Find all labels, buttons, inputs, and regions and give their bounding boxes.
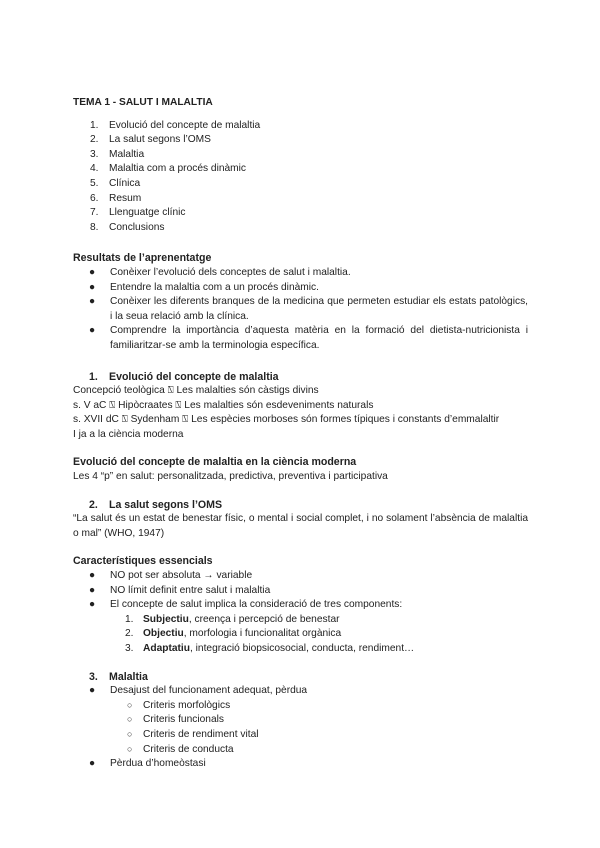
section-1-heading: [73, 370, 528, 385]
toc-text: Malaltia com a procés dinàmic: [109, 163, 247, 175]
characteristics-heading: Característiques essencials: [73, 555, 213, 568]
list-item: [73, 281, 528, 296]
circle-bullet-icon: ○: [127, 743, 133, 754]
paragraph-line: s. XVII dC ⍂ Sydenham ⍂ Les espècies morboses són formes típiques i constants d’emmalaltir: [73, 414, 500, 426]
criteria-item: [73, 743, 528, 758]
list-item: [73, 598, 528, 613]
list-item-text: Desajust del funcionament adequat, pèrdua: [110, 685, 308, 697]
list-item-text: El concepte de salut implica la consideració de tres components:: [110, 599, 403, 611]
bullet-icon: ●: [89, 296, 96, 308]
list-item: [73, 584, 528, 599]
components-list: [73, 613, 528, 657]
toc-item: [73, 177, 528, 192]
circle-bullet-icon: ○: [127, 714, 133, 725]
paragraph-line: I ja a la ciència moderna: [73, 428, 184, 440]
component-term: Objectiu: [143, 628, 184, 640]
section-title: La salut segons l’OMS: [109, 498, 223, 511]
modern-science-heading: Evolució del concepte de malaltia en la ciència moderna: [73, 456, 357, 469]
circle-bullet-icon: ○: [127, 699, 133, 710]
disease-list: [73, 684, 528, 699]
toc-number: 3.: [90, 148, 99, 160]
component-desc: , morfologia i funcionalitat orgànica: [183, 628, 342, 640]
bullet-icon: ●: [89, 758, 96, 770]
section-number: 2.: [89, 498, 98, 511]
bullet-icon: ●: [89, 266, 96, 278]
component-term: Adaptatiu: [143, 643, 190, 654]
toc-text: Conclusions: [109, 221, 165, 233]
list-item: [73, 266, 528, 281]
criteria-text: Criteris morfològics: [143, 699, 231, 711]
disease-list-continued: [73, 757, 528, 772]
list-item: [73, 569, 528, 584]
toc-text: Malaltia: [109, 148, 145, 160]
component-number: 2.: [125, 628, 134, 640]
toc-text: Llenguatge clínic: [109, 207, 186, 219]
bullet-icon: ●: [89, 685, 96, 697]
section-number: 3.: [89, 670, 98, 683]
section-2-heading: [73, 498, 528, 513]
toc-text: La salut segons l’OMS: [109, 134, 211, 146]
document-title: TEMA 1 - SALUT I MALALTIA: [73, 97, 213, 108]
component-item: [73, 642, 528, 657]
circle-bullet-icon: ○: [127, 728, 133, 739]
section-3-heading: [73, 670, 528, 685]
criteria-text: Criteris de conducta: [143, 743, 234, 755]
paragraph-line: s. V aC ⍂ Hipòcraates ⍂ Les malalties són esdeveniments naturals: [73, 399, 374, 411]
list-item: [73, 684, 528, 699]
section-number: 1.: [89, 370, 98, 383]
criteria-text: Criteris funcionals: [143, 714, 224, 726]
toc-text: Clínica: [109, 177, 141, 189]
component-desc: , creença i percepció de benestar: [188, 613, 340, 625]
learning-outcomes-list: [73, 266, 528, 354]
list-item-text: NO pot ser absoluta → variable: [110, 570, 253, 582]
paragraph-line: Les 4 “p” en salut: personalitzada, predictiva, preventiva i participativa: [73, 471, 388, 483]
characteristics-list: [73, 569, 528, 613]
bullet-icon: ●: [89, 599, 96, 611]
bullet-icon: ●: [89, 325, 96, 337]
toc-text: Resum: [109, 192, 142, 204]
component-item: [73, 627, 528, 642]
toc-number: 7.: [90, 207, 99, 219]
toc-item: [73, 206, 528, 221]
list-item: [73, 324, 528, 353]
bullet-icon: ●: [89, 570, 96, 582]
list-item-text: Conèixer les diferents branques de la medicina que permeten estudiar els estats patològics, i la seua relació amb la clínica.: [110, 296, 528, 322]
component-item: [73, 613, 528, 628]
component-number: 3.: [125, 643, 134, 654]
toc-item: [73, 119, 528, 134]
toc-item: [73, 133, 528, 148]
criteria-item: [73, 699, 528, 714]
who-quote: “La salut és un estat de benestar físic, o mental i social complet, i no solament l’absència de malaltia o mal” (WHO, 1947): [73, 513, 528, 539]
bullet-icon: ●: [89, 281, 96, 293]
table-of-contents: [73, 119, 528, 236]
toc-item: [73, 162, 528, 177]
criteria-item: [73, 713, 528, 728]
toc-number: 5.: [90, 177, 99, 189]
component-number: 1.: [125, 613, 134, 625]
toc-item: [73, 221, 528, 236]
toc-item: [73, 192, 528, 207]
component-term: Subjectiu: [143, 613, 189, 625]
toc-number: 4.: [90, 163, 99, 175]
toc-number: 2.: [90, 134, 99, 146]
criteria-text: Criteris de rendiment vital: [143, 728, 259, 740]
list-item: [73, 757, 528, 772]
section-title: Evolució del concepte de malaltia: [109, 370, 279, 383]
list-item-text: Conèixer l’evolució dels conceptes de salut i malaltia.: [110, 266, 351, 278]
list-item-text: Pèrdua d’homeòstasi: [110, 758, 206, 770]
toc-number: 1.: [90, 119, 99, 131]
list-item: [73, 295, 528, 324]
list-item-text: Entendre la malaltia com a un procés dinàmic.: [110, 281, 319, 293]
document-page: [73, 96, 528, 772]
learning-outcomes-heading: Resultats de l’aprenentatge: [73, 252, 212, 265]
list-item-text: NO límit definit entre salut i malaltia: [110, 584, 271, 596]
toc-item: [73, 148, 528, 163]
criteria-list: [73, 699, 528, 757]
toc-number: 6.: [90, 192, 99, 204]
toc-number: 8.: [90, 221, 99, 233]
toc-text: Evolució del concepte de malaltia: [109, 119, 261, 131]
paragraph-line: Concepció teològica ⍂ Les malalties són càstigs divins: [73, 385, 319, 397]
component-desc: , integració biopsicosocial, conducta, rendiment…: [189, 643, 415, 654]
list-item-text: Comprendre la importància d’aquesta matèria en la formació del dietista-nutricionista i familiaritzar-se amb la terminologia específica.: [110, 325, 528, 351]
bullet-icon: ●: [89, 584, 96, 596]
criteria-item: [73, 728, 528, 743]
section-title: Malaltia: [109, 670, 148, 683]
